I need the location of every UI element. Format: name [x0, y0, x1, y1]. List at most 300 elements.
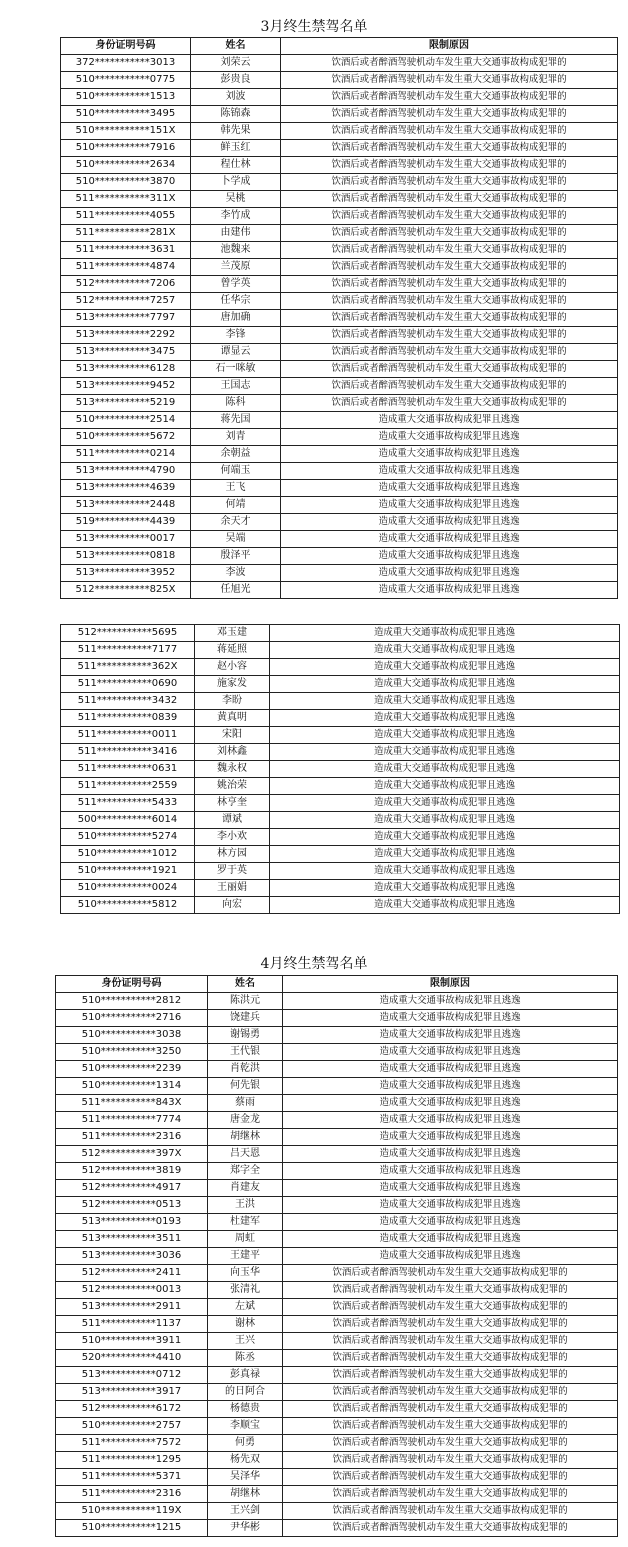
id-cell: 510***********2757	[56, 1418, 208, 1435]
table-row	[56, 1061, 618, 1078]
table-row	[56, 1095, 618, 1112]
name-cell: 谢林	[208, 1316, 283, 1333]
id-cell: 511***********5371	[56, 1469, 208, 1486]
name-cell: 王兴	[208, 1333, 283, 1350]
table-row	[61, 191, 618, 208]
reason-cell: 饮酒后或者醉酒驾驶机动车发生重大交通事故构成犯罪的	[281, 344, 618, 361]
reason-cell: 造成重大交通事故构成犯罪且逃逸	[283, 1112, 618, 1129]
id-cell: 511***********1137	[56, 1316, 208, 1333]
table-row	[61, 565, 618, 582]
id-cell: 512***********2411	[56, 1265, 208, 1282]
id-cell: 511***********2316	[56, 1129, 208, 1146]
table-row	[61, 208, 618, 225]
id-cell: 513***********3511	[56, 1231, 208, 1248]
name-cell: 唐加确	[191, 310, 281, 327]
id-cell: 511***********0839	[61, 710, 195, 727]
id-cell: 511***********7177	[61, 642, 195, 659]
id-cell: 510***********5812	[61, 897, 195, 914]
table-row	[61, 123, 618, 140]
reason-cell: 饮酒后或者醉酒驾驶机动车发生重大交通事故构成犯罪的	[281, 225, 618, 242]
table-row	[61, 446, 618, 463]
id-cell: 512***********7206	[61, 276, 191, 293]
name-cell: 蒋延照	[195, 642, 270, 659]
reason-cell: 造成重大交通事故构成犯罪且逃逸	[283, 1146, 618, 1163]
reason-cell: 造成重大交通事故构成犯罪且逃逸	[270, 897, 620, 914]
reason-cell: 造成重大交通事故构成犯罪且逃逸	[270, 846, 620, 863]
id-cell: 513***********2911	[56, 1299, 208, 1316]
table-row	[61, 778, 620, 795]
name-cell: 施家发	[195, 676, 270, 693]
name-cell: 吴泽华	[208, 1469, 283, 1486]
name-cell: 蒋先国	[191, 412, 281, 429]
id-cell: 513***********7797	[61, 310, 191, 327]
table-row	[56, 1044, 618, 1061]
id-cell: 513***********3036	[56, 1248, 208, 1265]
id-cell: 511***********7774	[56, 1112, 208, 1129]
name-cell: 李波	[191, 565, 281, 582]
name-cell: 林方园	[195, 846, 270, 863]
name-cell: 向宏	[195, 897, 270, 914]
table-row	[56, 1418, 618, 1435]
id-cell: 512***********3819	[56, 1163, 208, 1180]
table-header-row	[61, 38, 618, 55]
name-cell: 吕天恩	[208, 1146, 283, 1163]
id-cell: 510***********0775	[61, 72, 191, 89]
name-cell: 陈科	[191, 395, 281, 412]
name-cell: 陈洪元	[208, 993, 283, 1010]
name-cell: 郑字全	[208, 1163, 283, 1180]
id-cell: 510***********2514	[61, 412, 191, 429]
table-row	[61, 106, 618, 123]
table-row	[56, 1197, 618, 1214]
name-cell: 刘林鑫	[195, 744, 270, 761]
id-cell: 510***********1012	[61, 846, 195, 863]
name-cell: 石一咪敏	[191, 361, 281, 378]
id-cell: 511***********843X	[56, 1095, 208, 1112]
table-row	[61, 429, 618, 446]
id-cell: 372***********3013	[61, 55, 191, 72]
name-cell: 邓玉建	[195, 625, 270, 642]
id-cell: 510***********2634	[61, 157, 191, 174]
name-cell: 鲜玉红	[191, 140, 281, 157]
reason-cell: 造成重大交通事故构成犯罪且逃逸	[270, 795, 620, 812]
id-cell: 512***********4917	[56, 1180, 208, 1197]
name-cell: 王代银	[208, 1044, 283, 1061]
reason-cell: 饮酒后或者醉酒驾驶机动车发生重大交通事故构成犯罪的	[281, 174, 618, 191]
name-cell: 由建伟	[191, 225, 281, 242]
table-row	[61, 863, 620, 880]
id-cell: 513***********4790	[61, 463, 191, 480]
reason-cell: 饮酒后或者醉酒驾驶机动车发生重大交通事故构成犯罪的	[281, 395, 618, 412]
reason-cell: 饮酒后或者醉酒驾驶机动车发生重大交通事故构成犯罪的	[283, 1435, 618, 1452]
table-row	[56, 1452, 618, 1469]
table-row	[61, 897, 620, 914]
table-row	[56, 1027, 618, 1044]
name-cell: 王洪	[208, 1197, 283, 1214]
table-row	[56, 1214, 618, 1231]
table-row	[61, 89, 618, 106]
name-cell: 魏永权	[195, 761, 270, 778]
id-cell: 511***********1295	[56, 1452, 208, 1469]
id-cell: 513***********0017	[61, 531, 191, 548]
table-row	[61, 761, 620, 778]
id-cell: 512***********397X	[56, 1146, 208, 1163]
name-cell: 姚治荣	[195, 778, 270, 795]
id-cell: 513***********0818	[61, 548, 191, 565]
id-cell: 510***********3038	[56, 1027, 208, 1044]
name-cell: 吴端	[191, 531, 281, 548]
id-cell: 511***********311X	[61, 191, 191, 208]
name-cell: 何端玉	[191, 463, 281, 480]
id-cell: 513***********6128	[61, 361, 191, 378]
table-row	[61, 531, 618, 548]
id-cell: 512***********0513	[56, 1197, 208, 1214]
reason-cell: 造成重大交通事故构成犯罪且逃逸	[281, 463, 618, 480]
name-cell: 谭显云	[191, 344, 281, 361]
id-cell: 512***********0013	[56, 1282, 208, 1299]
id-cell: 513***********9452	[61, 378, 191, 395]
id-cell: 512***********825X	[61, 582, 191, 599]
reason-cell: 饮酒后或者醉酒驾驶机动车发生重大交通事故构成犯罪的	[283, 1469, 618, 1486]
name-column-header: 姓名	[191, 38, 281, 55]
reason-cell: 造成重大交通事故构成犯罪且逃逸	[270, 863, 620, 880]
table-row	[56, 1129, 618, 1146]
id-cell: 511***********0214	[61, 446, 191, 463]
reason-cell: 造成重大交通事故构成犯罪且逃逸	[281, 548, 618, 565]
name-cell: 李盼	[195, 693, 270, 710]
name-cell: 黄真明	[195, 710, 270, 727]
table-row	[56, 1112, 618, 1129]
reason-cell: 造成重大交通事故构成犯罪且逃逸	[270, 761, 620, 778]
name-cell: 唐金龙	[208, 1112, 283, 1129]
name-cell: 王飞	[191, 480, 281, 497]
table-row	[61, 659, 620, 676]
id-cell: 510***********2812	[56, 993, 208, 1010]
table-row	[56, 1180, 618, 1197]
table-row	[61, 463, 618, 480]
reason-cell: 造成重大交通事故构成犯罪且逃逸	[270, 710, 620, 727]
table-row	[56, 1486, 618, 1503]
name-cell: 周虹	[208, 1231, 283, 1248]
table-row	[61, 259, 618, 276]
table-row	[61, 480, 618, 497]
table-row	[61, 812, 620, 829]
name-cell: 陈锦森	[191, 106, 281, 123]
table-row	[61, 693, 620, 710]
table-row	[56, 1078, 618, 1095]
table-row	[61, 378, 618, 395]
table-row	[56, 1384, 618, 1401]
name-cell: 王丽娟	[195, 880, 270, 897]
id-cell: 510***********1215	[56, 1520, 208, 1537]
table-row	[56, 1435, 618, 1452]
reason-cell: 饮酒后或者醉酒驾驶机动车发生重大交通事故构成犯罪的	[281, 89, 618, 106]
march-ban-table	[60, 37, 618, 599]
id-cell: 510***********5274	[61, 829, 195, 846]
reason-cell: 造成重大交通事故构成犯罪且逃逸	[270, 812, 620, 829]
id-cell: 510***********7916	[61, 140, 191, 157]
reason-cell: 饮酒后或者醉酒驾驶机动车发生重大交通事故构成犯罪的	[281, 361, 618, 378]
table-row	[61, 642, 620, 659]
name-cell: 彭真禄	[208, 1367, 283, 1384]
table-row	[56, 993, 618, 1010]
name-cell: 余天才	[191, 514, 281, 531]
table-row	[61, 625, 620, 642]
reason-cell: 造成重大交通事故构成犯罪且逃逸	[283, 1163, 618, 1180]
name-cell: 林亨奎	[195, 795, 270, 812]
reason-cell: 饮酒后或者醉酒驾驶机动车发生重大交通事故构成犯罪的	[281, 310, 618, 327]
march-ban-table-continued	[60, 624, 620, 914]
reason-column-header: 限制原因	[281, 38, 618, 55]
reason-cell: 造成重大交通事故构成犯罪且逃逸	[281, 514, 618, 531]
april-ban-table	[55, 975, 618, 1537]
name-cell: 彭贵良	[191, 72, 281, 89]
page-cut	[60, 600, 617, 612]
name-cell: 赵小容	[195, 659, 270, 676]
id-cell: 513***********2292	[61, 327, 191, 344]
reason-cell: 饮酒后或者醉酒驾驶机动车发生重大交通事故构成犯罪的	[281, 72, 618, 89]
table-row	[56, 1503, 618, 1520]
reason-cell: 造成重大交通事故构成犯罪且逃逸	[283, 1095, 618, 1112]
reason-cell: 造成重大交通事故构成犯罪且逃逸	[283, 1214, 618, 1231]
table-row	[61, 582, 618, 599]
name-cell: 谭斌	[195, 812, 270, 829]
table-row	[56, 1010, 618, 1027]
name-cell: 池魏来	[191, 242, 281, 259]
reason-cell: 饮酒后或者醉酒驾驶机动车发生重大交通事故构成犯罪的	[281, 259, 618, 276]
id-cell: 512***********6172	[56, 1401, 208, 1418]
id-cell: 510***********2239	[56, 1061, 208, 1078]
id-cell: 510***********119X	[56, 1503, 208, 1520]
reason-cell: 饮酒后或者醉酒驾驶机动车发生重大交通事故构成犯罪的	[283, 1418, 618, 1435]
reason-cell: 造成重大交通事故构成犯罪且逃逸	[281, 412, 618, 429]
reason-cell: 造成重大交通事故构成犯罪且逃逸	[283, 1197, 618, 1214]
id-cell: 513***********5219	[61, 395, 191, 412]
name-cell: 李锋	[191, 327, 281, 344]
id-cell: 511***********5433	[61, 795, 195, 812]
table-row	[61, 829, 620, 846]
name-cell: 杨德贵	[208, 1401, 283, 1418]
table-row	[61, 327, 618, 344]
name-cell: 殷泽平	[191, 548, 281, 565]
reason-cell: 造成重大交通事故构成犯罪且逃逸	[270, 778, 620, 795]
reason-cell: 饮酒后或者醉酒驾驶机动车发生重大交通事故构成犯罪的	[281, 242, 618, 259]
name-cell: 程仕林	[191, 157, 281, 174]
reason-cell: 饮酒后或者醉酒驾驶机动车发生重大交通事故构成犯罪的	[281, 140, 618, 157]
table-row	[56, 1316, 618, 1333]
reason-cell: 饮酒后或者醉酒驾驶机动车发生重大交通事故构成犯罪的	[283, 1282, 618, 1299]
reason-cell: 造成重大交通事故构成犯罪且逃逸	[270, 659, 620, 676]
table-row	[61, 548, 618, 565]
table-row	[56, 1282, 618, 1299]
table-row	[61, 225, 618, 242]
id-cell: 511***********0690	[61, 676, 195, 693]
reason-cell: 造成重大交通事故构成犯罪且逃逸	[270, 744, 620, 761]
table-row	[61, 157, 618, 174]
table-row	[56, 1231, 618, 1248]
name-cell: 吴桃	[191, 191, 281, 208]
table-row	[56, 1248, 618, 1265]
table-row	[56, 1367, 618, 1384]
id-cell: 510***********1513	[61, 89, 191, 106]
name-cell: 王建平	[208, 1248, 283, 1265]
reason-cell: 造成重大交通事故构成犯罪且逃逸	[283, 1010, 618, 1027]
table-row	[56, 1469, 618, 1486]
table-row	[56, 1333, 618, 1350]
id-cell: 511***********0631	[61, 761, 195, 778]
name-cell: 韩先果	[191, 123, 281, 140]
reason-cell: 造成重大交通事故构成犯罪且逃逸	[281, 531, 618, 548]
name-cell: 杨先双	[208, 1452, 283, 1469]
reason-cell: 饮酒后或者醉酒驾驶机动车发生重大交通事故构成犯罪的	[283, 1265, 618, 1282]
reason-cell: 饮酒后或者醉酒驾驶机动车发生重大交通事故构成犯罪的	[283, 1333, 618, 1350]
name-column-header: 姓名	[208, 976, 283, 993]
reason-cell: 饮酒后或者醉酒驾驶机动车发生重大交通事故构成犯罪的	[283, 1316, 618, 1333]
id-cell: 513***********0712	[56, 1367, 208, 1384]
table-row	[56, 1163, 618, 1180]
table-row	[61, 676, 620, 693]
id-cell: 513***********3917	[56, 1384, 208, 1401]
reason-cell: 饮酒后或者醉酒驾驶机动车发生重大交通事故构成犯罪的	[281, 378, 618, 395]
reason-cell: 饮酒后或者醉酒驾驶机动车发生重大交通事故构成犯罪的	[281, 327, 618, 344]
name-cell: 向玉华	[208, 1265, 283, 1282]
table-row	[61, 174, 618, 191]
reason-cell: 造成重大交通事故构成犯罪且逃逸	[270, 693, 620, 710]
table-row	[61, 310, 618, 327]
reason-cell: 饮酒后或者醉酒驾驶机动车发生重大交通事故构成犯罪的	[281, 293, 618, 310]
reason-cell: 造成重大交通事故构成犯罪且逃逸	[270, 676, 620, 693]
reason-cell: 饮酒后或者醉酒驾驶机动车发生重大交通事故构成犯罪的	[283, 1350, 618, 1367]
name-cell: 王国志	[191, 378, 281, 395]
name-cell: 饶建兵	[208, 1010, 283, 1027]
id-cell: 510***********1314	[56, 1078, 208, 1095]
name-cell: 任华宗	[191, 293, 281, 310]
reason-cell: 饮酒后或者醉酒驾驶机动车发生重大交通事故构成犯罪的	[281, 191, 618, 208]
table-row	[61, 412, 618, 429]
id-cell: 513***********0193	[56, 1214, 208, 1231]
name-cell: 胡继林	[208, 1486, 283, 1503]
reason-cell: 造成重大交通事故构成犯罪且逃逸	[281, 497, 618, 514]
reason-cell: 饮酒后或者醉酒驾驶机动车发生重大交通事故构成犯罪的	[283, 1503, 618, 1520]
id-cell: 511***********2559	[61, 778, 195, 795]
reason-cell: 造成重大交通事故构成犯罪且逃逸	[283, 1248, 618, 1265]
id-cell: 511***********3432	[61, 693, 195, 710]
reason-cell: 饮酒后或者醉酒驾驶机动车发生重大交通事故构成犯罪的	[283, 1299, 618, 1316]
table-row	[61, 361, 618, 378]
name-cell: 余朝益	[191, 446, 281, 463]
id-cell: 500***********6014	[61, 812, 195, 829]
id-cell: 513***********3475	[61, 344, 191, 361]
name-cell: 陈丞	[208, 1350, 283, 1367]
name-cell: 尹华彬	[208, 1520, 283, 1537]
id-cell: 510***********0024	[61, 880, 195, 897]
name-cell: 何先银	[208, 1078, 283, 1095]
id-cell: 513***********2448	[61, 497, 191, 514]
name-cell: 杜建军	[208, 1214, 283, 1231]
reason-cell: 饮酒后或者醉酒驾驶机动车发生重大交通事故构成犯罪的	[281, 208, 618, 225]
reason-cell: 造成重大交通事故构成犯罪且逃逸	[283, 1027, 618, 1044]
reason-cell: 造成重大交通事故构成犯罪且逃逸	[283, 1078, 618, 1095]
id-column-header: 身份证明号码	[61, 38, 191, 55]
name-cell: 宋阳	[195, 727, 270, 744]
name-cell: 肖乾洪	[208, 1061, 283, 1078]
reason-column-header: 限制原因	[283, 976, 618, 993]
name-cell: 肖建友	[208, 1180, 283, 1197]
reason-cell: 造成重大交通事故构成犯罪且逃逸	[283, 1129, 618, 1146]
reason-cell: 饮酒后或者醉酒驾驶机动车发生重大交通事故构成犯罪的	[283, 1486, 618, 1503]
name-cell: 李小欢	[195, 829, 270, 846]
name-cell: 刘波	[191, 89, 281, 106]
name-cell: 张清礼	[208, 1282, 283, 1299]
table-row	[61, 710, 620, 727]
reason-cell: 饮酒后或者醉酒驾驶机动车发生重大交通事故构成犯罪的	[283, 1520, 618, 1537]
table-row	[56, 1520, 618, 1537]
table-row	[56, 1265, 618, 1282]
table-row	[61, 276, 618, 293]
name-cell: 刘青	[191, 429, 281, 446]
table-row	[61, 880, 620, 897]
id-cell: 511***********3416	[61, 744, 195, 761]
id-cell: 511***********2316	[56, 1486, 208, 1503]
name-cell: 谢锡勇	[208, 1027, 283, 1044]
name-cell: 的日阿合	[208, 1384, 283, 1401]
reason-cell: 饮酒后或者醉酒驾驶机动车发生重大交通事故构成犯罪的	[283, 1384, 618, 1401]
name-cell: 左斌	[208, 1299, 283, 1316]
id-cell: 520***********4410	[56, 1350, 208, 1367]
name-cell: 曾学英	[191, 276, 281, 293]
march-title: 3月终生禁驾名单	[260, 19, 368, 35]
reason-cell: 造成重大交通事故构成犯罪且逃逸	[283, 993, 618, 1010]
table-row	[56, 1350, 618, 1367]
id-cell: 510***********1921	[61, 863, 195, 880]
table-row	[61, 55, 618, 72]
id-cell: 510***********2716	[56, 1010, 208, 1027]
reason-cell: 造成重大交通事故构成犯罪且逃逸	[281, 480, 618, 497]
reason-cell: 造成重大交通事故构成犯罪且逃逸	[270, 625, 620, 642]
reason-cell: 造成重大交通事故构成犯罪且逃逸	[283, 1231, 618, 1248]
table-row	[56, 1401, 618, 1418]
id-cell: 510***********3870	[61, 174, 191, 191]
name-cell: 何靖	[191, 497, 281, 514]
table-row	[56, 1146, 618, 1163]
table-row	[61, 395, 618, 412]
name-cell: 任旭光	[191, 582, 281, 599]
id-cell: 513***********3952	[61, 565, 191, 582]
id-cell: 513***********4639	[61, 480, 191, 497]
reason-cell: 造成重大交通事故构成犯罪且逃逸	[270, 642, 620, 659]
table-row	[61, 140, 618, 157]
table-row	[61, 72, 618, 89]
reason-cell: 饮酒后或者醉酒驾驶机动车发生重大交通事故构成犯罪的	[283, 1367, 618, 1384]
table-row	[61, 293, 618, 310]
id-cell: 519***********4439	[61, 514, 191, 531]
table-row	[56, 1299, 618, 1316]
id-column-header: 身份证明号码	[56, 976, 208, 993]
table-row	[61, 846, 620, 863]
reason-cell: 饮酒后或者醉酒驾驶机动车发生重大交通事故构成犯罪的	[281, 123, 618, 140]
reason-cell: 饮酒后或者醉酒驾驶机动车发生重大交通事故构成犯罪的	[283, 1401, 618, 1418]
name-cell: 蔡雨	[208, 1095, 283, 1112]
id-cell: 512***********5695	[61, 625, 195, 642]
table-header-row	[56, 976, 618, 993]
id-cell: 511***********4874	[61, 259, 191, 276]
name-cell: 兰茂原	[191, 259, 281, 276]
reason-cell: 造成重大交通事故构成犯罪且逃逸	[281, 582, 618, 599]
id-cell: 511***********3631	[61, 242, 191, 259]
name-cell: 王兴剑	[208, 1503, 283, 1520]
reason-cell: 饮酒后或者醉酒驾驶机动车发生重大交通事故构成犯罪的	[281, 276, 618, 293]
reason-cell: 造成重大交通事故构成犯罪且逃逸	[283, 1180, 618, 1197]
